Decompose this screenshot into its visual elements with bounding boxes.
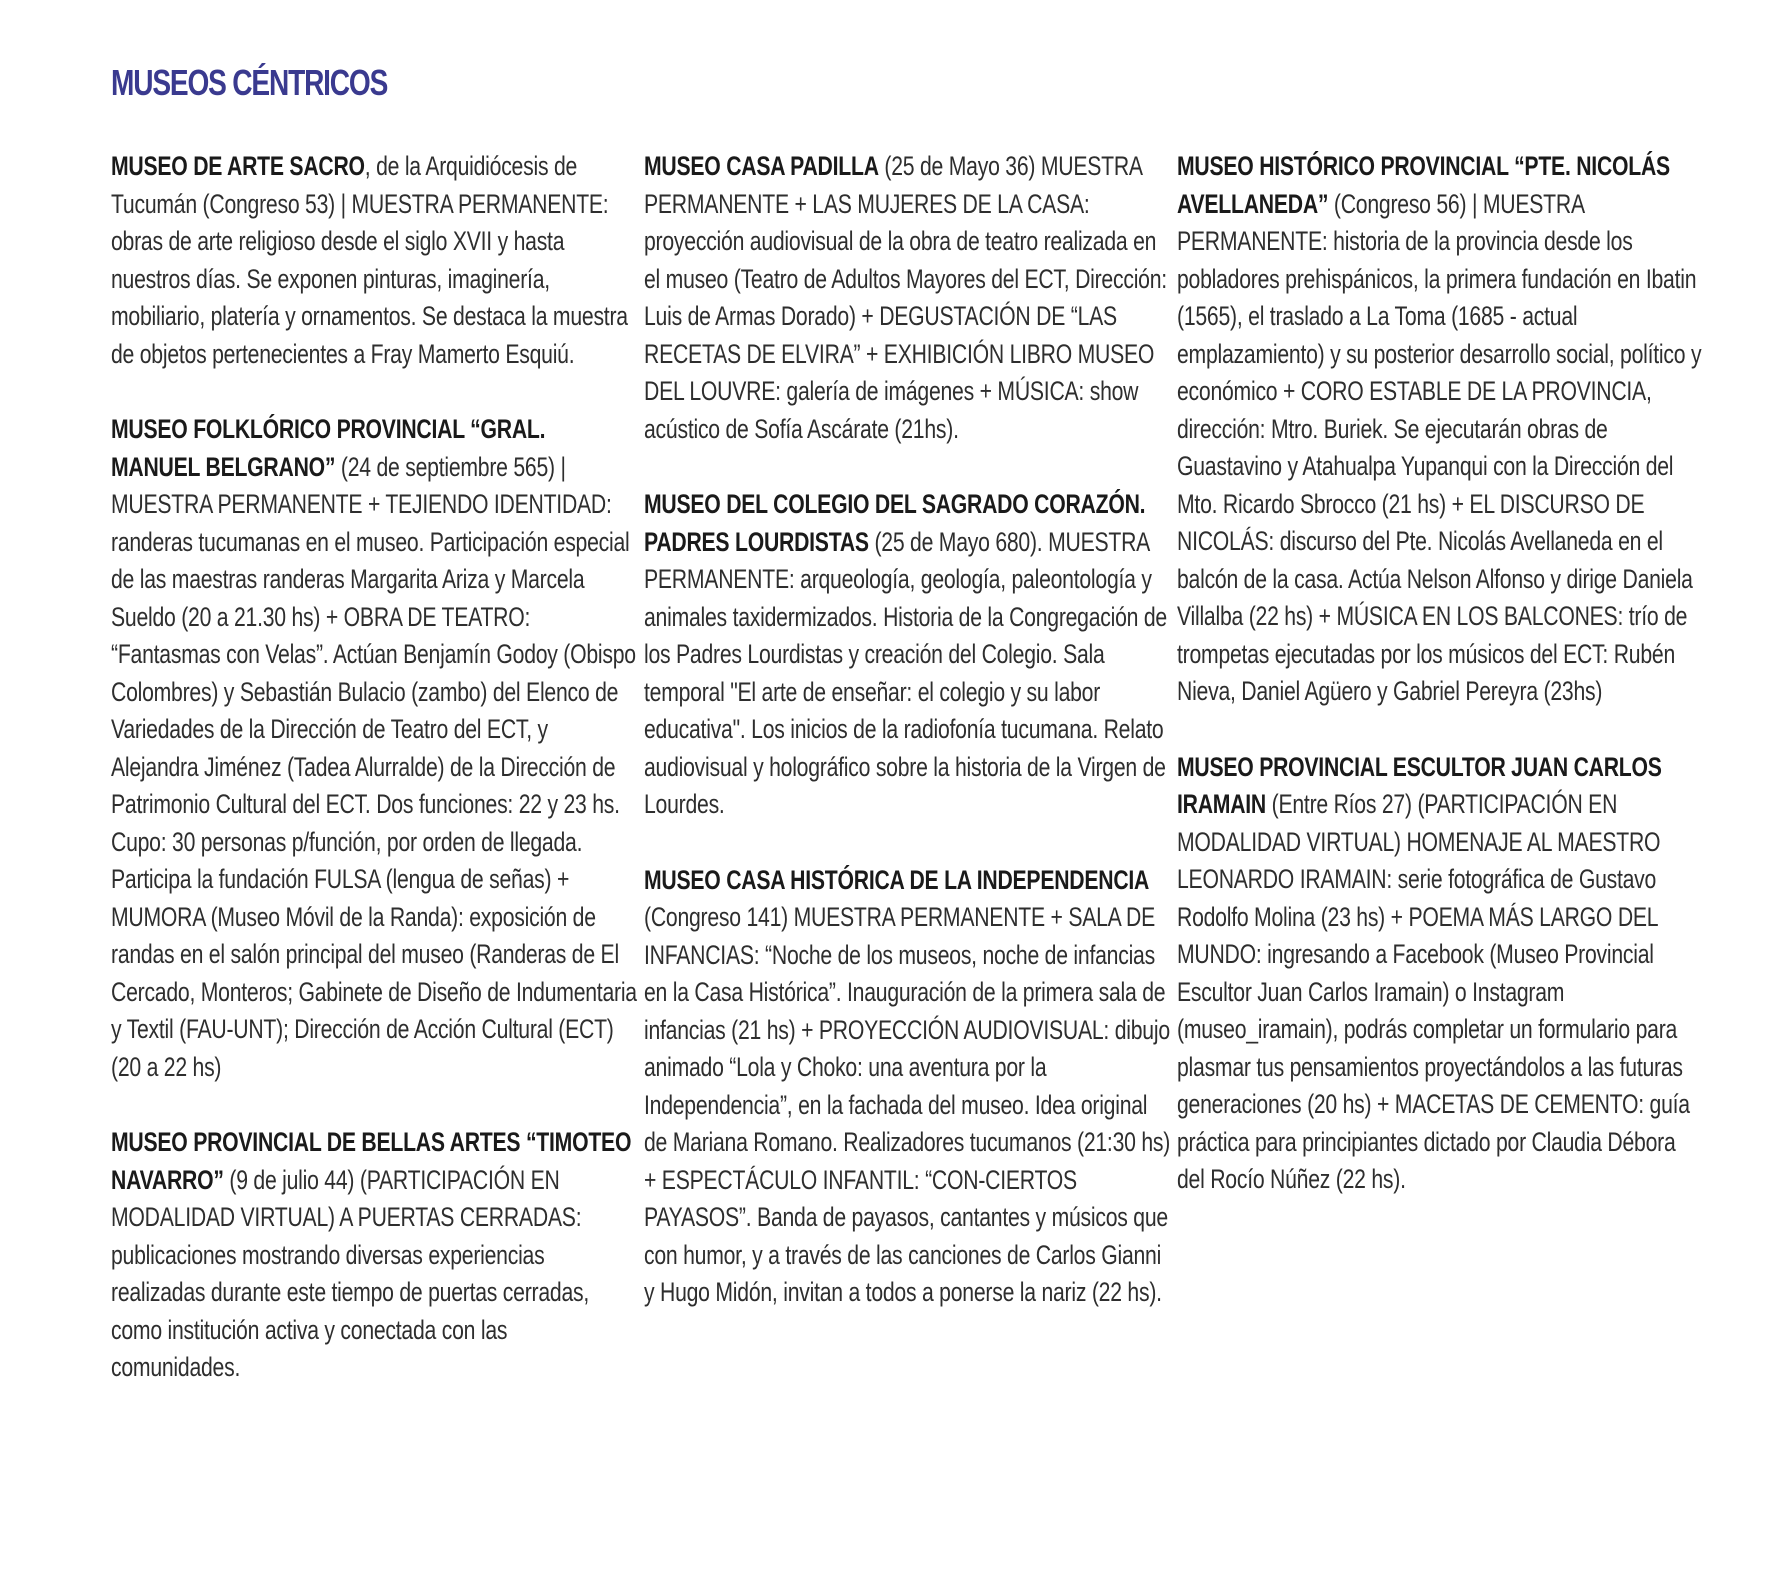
museum-name: MUSEO CASA HISTÓRICA DE LA INDEPENDENCIA [644,864,1150,895]
museum-description: , de la Arquidiócesis de Tucumán (Congreso 53) | MUESTRA PERMANENTE: obras de arte religioso desde el siglo XVII y hasta nuestros días. Se exponen pinturas, imaginería, mobiliario, platería y ornamentos. Se destaca la muestra de objetos pertenecientes a Fray Mamerto Esquiú. [111,151,628,369]
museum-description: (24 de septiembre 565) | MUESTRA PERMANENTE + TEJIENDO IDENTIDAD: randeras tucumanas en el museo. Participación especial de las maestras randeras Margarita Ariza y Marcela Sueldo (20 a 21.30 hs) + OBRA DE TEATRO: “Fantasmas con Velas”. Actúan Benjamín Godoy (Obispo Colombres) y Sebastián Bulacio (zambo) del Elenco de Variedades de la Dirección de Teatro del ECT, y Alejandra Jiménez (Tadea Alurralde) de la Dirección de Patrimonio Cultural del ECT. Dos funciones: 22 y 23 hs. Cupo: 30 personas p/función, por orden de llegada. Participa la fundación FULSA (lengua de señas) + MUMORA (Museo Móvil de la Randa): exposición de randas en el salón principal del museo (Randeras de El Cercado, Monteros; Gabinete de Diseño de Indumentaria y Textil (FAU-UNT); Dirección de Acción Cultural (ECT) (20 a 22 hs) [111,451,637,1082]
museum-name: MUSEO DE ARTE SACRO [111,151,365,181]
column-left [111,148,641,1425]
museum-description: (Entre Ríos 27) (PARTICIPACIÓN EN MODALIDAD VIRTUAL) HOMENAJE AL MAESTRO LEONARDO IRAMAIN: serie fotográfica de Gustavo Rodolfo Molina (23 hs) + POEMA MÁS LARGO DEL MUNDO: ingresando a Facebook (Museo Provincial Escultor Juan Carlos Iramain) o Instagram (museo_iramain), podrás completar un formulario para plasmar tus pensamientos proyectándolos a las futuras generaciones (20 hs) + MACETAS DE CEMENTO: guía práctica para principiantes dictado por Claudia Débora del Rocío Núñez (22 hs). [1177,789,1690,1194]
museum-description: (9 de julio 44) (PARTICIPACIÓN EN MODALIDAD VIRTUAL) A PUERTAS CERRADAS: publicaciones mostrando diversas experiencias realizadas durante este tiempo de puertas cerradas, como institución activa y conectada con las comunidades. [111,1164,590,1382]
museum-entry-bellas-artes [111,1124,639,1387]
museum-entry-historico-provincial [1177,148,1705,711]
museum-entry-arte-sacro [111,148,639,373]
museum-description: (Congreso 56) | MUESTRA PERMANENTE: historia de la provincia desde los pobladores prehispánicos, la primera fundación en Ibatin (1565), el traslado a La Toma (1685 - actual emplazamiento) y su posterior desarrollo social, político y económico + CORO ESTABLE DE LA PROVINCIA, dirección: Mtro. Buriek. Se ejecutarán obras de Guastavino y Atahualpa Yupanqui con la Dirección del Mto. Ricardo Sbrocco (21 hs) + EL DISCURSO DE NICOLÁS: discurso del Pte. Nicolás Avellaneda en el balcón de la casa. Actúa Nelson Alfonso y dirige Daniela Villalba (22 hs) + MÚSICA EN LOS BALCONES: trío de trompetas ejecutadas por los músicos del ECT: Rubén Nieva, Daniel Agüero y Gabriel Pereyra (23hs) [1177,188,1702,706]
museum-entry-sagrado-corazon [644,486,1172,824]
column-right [1177,148,1707,1237]
museum-name: MUSEO FOLKLÓRICO PROVINCIAL “GRAL. MANUEL BELGRANO” [111,414,546,482]
museum-name: MUSEO CASA PADILLA [644,151,879,181]
museum-description: (25 de Mayo 680). MUESTRA PERMANENTE: arqueología, geología, paleontología y animales taxidermizados. Historia de la Congregación de los Padres Lourdistas y creación del Colegio. Sala temporal "El arte de enseñar: el colegio y su labor educativa". Los inicios de la radiofonía tucumana. Relato audiovisual y holográfico sobre la historia de la Virgen de Lourdes. [644,526,1167,819]
museum-name: MUSEO PROVINCIAL DE BELLAS ARTES “TIMOTEO NAVARRO” [111,1127,632,1195]
museum-description: (25 de Mayo 36) MUESTRA PERMANENTE + LAS MUJERES DE LA CASA: proyección audiovisual de la obra de teatro realizada en el museo (Teatro de Adultos Mayores del ECT, Dirección: Luis de Armas Dorado) + DEGUSTACIÓN DE “LAS RECETAS DE ELVIRA” + EXHIBICIÓN LIBRO MUSEO DEL LOUVRE: galería de imágenes + MÚSICA: show acústico de Sofía Ascárate (21hs). [644,151,1167,444]
museum-description: (Congreso 141) MUESTRA PERMANENTE + SALA DE INFANCIAS: “Noche de los museos, noche de infancias en la Casa Histórica”. Inauguración de la primera sala de infancias (21 hs) + PROYECCIÓN AUDIOVISUAL: dibujo animado “Lola y Choko: una aventura por la Independencia”, en la fachada del museo. Idea original de Mariana Romano. Realizadores tucumanos (21:30 hs) + ESPECTÁCULO INFANTIL: “CON-CIERTOS PAYASOS”. Banda de payasos, cantantes y músicos que con humor, y a través de las canciones de Carlos Gianni y Hugo Midón, invitan a todos a ponerse la nariz (22 hs). [644,902,1171,1307]
page-title: MUSEOS CÉNTRICOS [111,62,388,103]
museum-entry-iramain [1177,749,1705,1199]
museum-entry-casa-padilla [644,148,1172,448]
museum-name: MUSEO PROVINCIAL ESCULTOR JUAN CARLOS IRAMAIN [1177,751,1662,819]
museum-entry-folklorico [111,411,639,1086]
column-middle [644,148,1174,1350]
museum-name: MUSEO DEL COLEGIO DEL SAGRADO CORAZÓN. PADRES LOURDISTAS [644,489,1146,557]
museum-entry-casa-historica [644,862,1172,1312]
museum-name: MUSEO HISTÓRICO PROVINCIAL “PTE. NICOLÁS AVELLANEDA” [1177,151,1670,219]
